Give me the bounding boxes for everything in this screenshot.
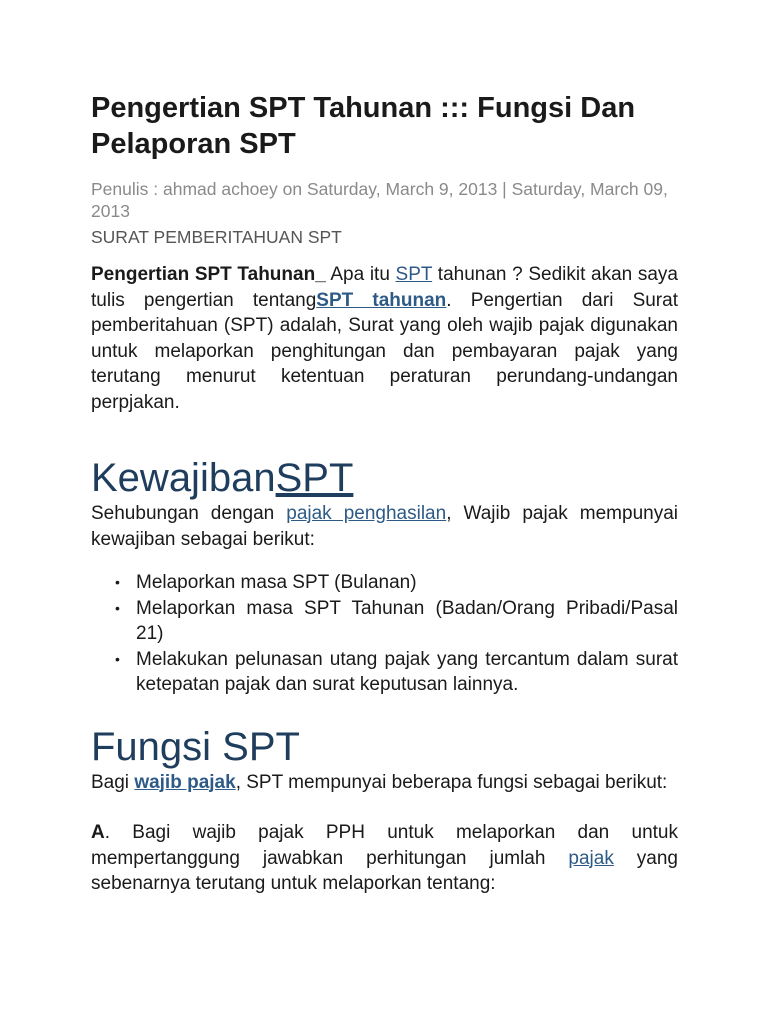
spt-tahunan-link[interactable]: SPT tahunan (316, 289, 447, 311)
point-letter: A (91, 822, 105, 843)
kewajiban-list (91, 570, 678, 698)
kewajiban-heading-text: Kewajiban (91, 456, 276, 500)
article-title: Pengertian SPT Tahunan ::: Fungsi Dan Pelaporan SPT (91, 92, 636, 160)
fungsi-text-2: , SPT mempunyai beberapa fungsi sebagai berikut: (235, 771, 668, 793)
kewajiban-spt-link[interactable]: SPT (275, 456, 354, 500)
fungsi-paragraph (91, 770, 678, 796)
pajak-link[interactable]: pajak (568, 847, 614, 869)
pajak-penghasilan-link[interactable]: pajak penghasilan (286, 503, 447, 524)
intro-text-1: Apa itu (325, 264, 396, 285)
list-item-text: Melakukan pelunasan utang pajak yang tercantum dalam surat ketepatan pajak dan surat keputusan lainnya. (136, 648, 678, 695)
article-label: SURAT PEMBERITAHUAN SPT (91, 227, 342, 247)
fungsi-text-1: Bagi (91, 771, 135, 793)
fungsi-heading: Fungsi SPT (91, 724, 300, 769)
intro-bold-lead: Pengertian SPT Tahunan_ (91, 264, 326, 285)
intro-paragraph (91, 262, 678, 415)
kewajiban-heading (91, 455, 678, 501)
article (91, 90, 678, 897)
kewajiban-paragraph (91, 501, 678, 552)
list-item-text: Melaporkan masa SPT Tahunan (Badan/Orang Pribadi/Pasal 21) (136, 597, 678, 644)
wajib-pajak-link[interactable]: wajib pajak (134, 771, 236, 793)
kewajiban-text-2: , Wajib pajak mempunyai kewajiban sebagai berikut: (91, 503, 678, 550)
kewajiban-text-1: Sehubungan dengan (91, 503, 287, 524)
point-text-2: yang sebenarnya terutang untuk melaporkan tentang: (91, 847, 678, 894)
fungsi-point-a (91, 820, 678, 897)
intro-text-2: tahunan ? Sedikit akan saya tulis pengertian tentang (91, 264, 678, 311)
bullet-icon: • (115, 650, 120, 667)
intro-text-3: . Pengertian dari Surat pemberitahuan (SPT) adalah, Surat yang oleh wajib pajak digunakan untuk melaporkan penghitungan dan pembayaran pajak yang terutang menurut ketentuan peraturan perundang-undangan perpjakan. (91, 289, 678, 413)
bullet-icon: • (115, 574, 120, 590)
list-item-text: Melaporkan masa SPT (Bulanan) (136, 572, 417, 593)
list-item (91, 596, 678, 647)
list-item (91, 570, 678, 596)
list-item (91, 647, 678, 698)
spt-link[interactable]: SPT (395, 264, 433, 285)
bullet-icon: • (115, 599, 120, 616)
point-text-1: . Bagi wajib pajak PPH untuk melaporkan dan untuk mempertanggung jawabkan perhitungan jumlah (91, 822, 678, 869)
article-meta: Penulis : ahmad achoey on Saturday, March 9, 2013 | Saturday, March 09, 2013 (91, 179, 668, 221)
